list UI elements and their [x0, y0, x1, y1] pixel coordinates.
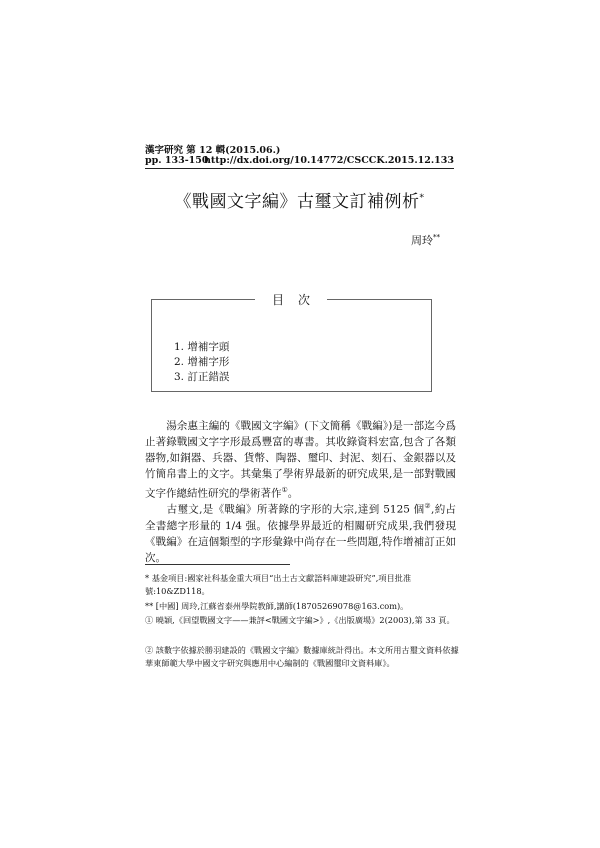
toc-item: 1. 增補字頭 — [174, 341, 230, 353]
doi-link[interactable]: http://dx.doi.org/10.14772/CSCCK.2015.12.133 — [204, 155, 454, 166]
title-footnote-mark: * — [419, 193, 425, 204]
toc-item: 3. 訂正錯誤 — [174, 371, 230, 383]
body-paragraph-2 — [145, 498, 456, 566]
paper-title — [145, 187, 454, 212]
author-name-text: 周玲 — [411, 234, 433, 247]
header-rule — [145, 168, 454, 169]
toc-top-border-left — [151, 299, 255, 300]
paragraph-end: 。 — [287, 487, 299, 500]
footnote-2: ** [中國] 周玲,江蘇省泰州學院教師,講師(18705269078@163.com)。 — [145, 601, 409, 611]
paragraph-text-cont: ,約占全書總字形量的 1/4 强。依據學界最近的相關研究成果,我們發現《戰編》在這個類型的字形彙錄中尚存在一些問題,特作增補訂正如次。 — [145, 503, 457, 564]
footnote-4: ② 該數字依據於勝羽建設的《戰國文字編》數據庫統計得出。本文所用古璽文資料依據華東師範大學中國文字研究與應用中心編制的《戰國璽印文資料庫》。 — [145, 645, 459, 668]
author-footnote-mark: ** — [433, 233, 440, 242]
footnote-ref[interactable]: ① — [281, 486, 288, 494]
journal-header: 漢字研究 第 12 輯(2015.06.) — [145, 145, 281, 156]
footnote-1: * 基金項目:國家社科基金重大項目“出土古文獻語料庫建設研究”,項目批准號:10&ZD118。 — [145, 573, 412, 596]
footnote-3: ① 曉穎,《回望戰國文字——兼評<戰國文字編>》,《出版廣場》2(2003),第 33 頁。 — [145, 615, 455, 625]
footnote-ref[interactable]: ② — [424, 502, 432, 510]
body-paragraph-1 — [145, 418, 456, 502]
toc-list — [174, 340, 229, 385]
footnote-rule — [145, 564, 290, 565]
toc-heading: 目次 — [271, 293, 324, 307]
page-range: pp. 133-150 — [145, 155, 209, 166]
paragraph-text: 湯余惠主編的《戰國文字編》(下文簡稱《戰編》)是一部迄今爲止著錄戰國文字字形最爲豐富的專書。其收錄資料宏富,包含了各類器物,如銅器、兵器、貨幣、陶器、璽印、封泥、刻石、金銀器以及竹簡帛書上的文字。其彙集了學術界最新的研究成果,是一部對戰國文字作總結性研究的學術著作 — [145, 420, 457, 500]
toc-top-border-right — [327, 299, 431, 300]
author-name — [411, 232, 440, 248]
paragraph-text: 古璽文,是《戰編》所著錄的字形的大宗,達到 5125 個 — [166, 503, 425, 516]
toc-item: 2. 增補字形 — [174, 356, 230, 368]
paper-title-text: 《戰國文字編》古璽文訂補例析 — [174, 192, 420, 212]
